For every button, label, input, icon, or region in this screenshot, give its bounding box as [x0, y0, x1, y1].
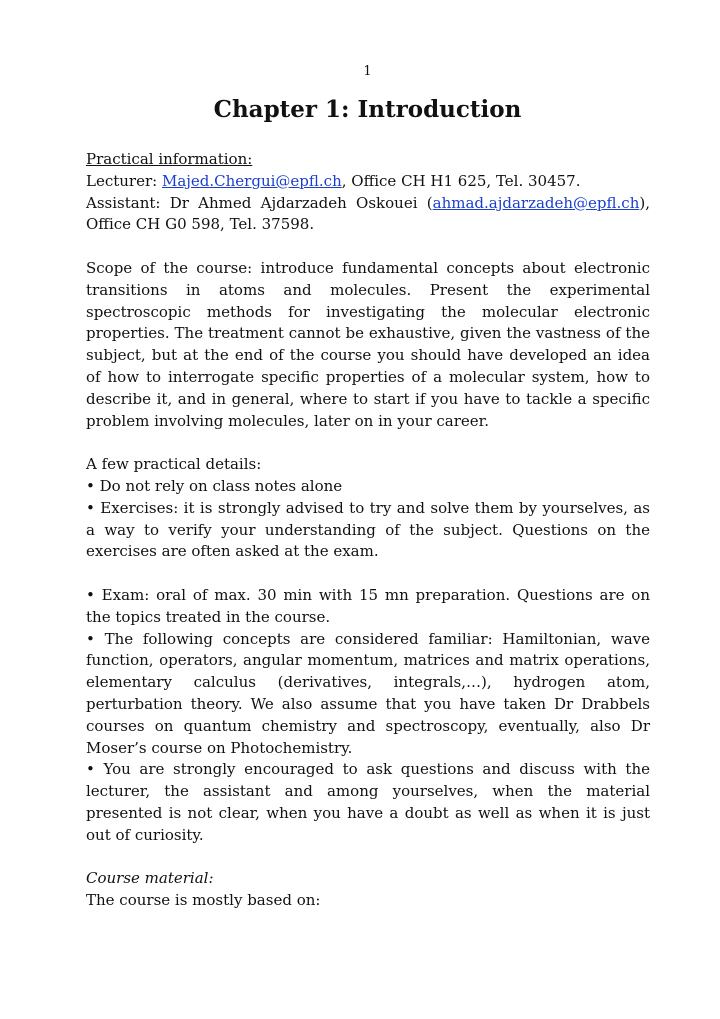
lecturer-line	[86, 171, 650, 193]
assistant-label: Assistant: Dr Ahmed Ajdarzadeh Oskouei (	[86, 193, 433, 212]
lecturer-label: Lecturer:	[86, 171, 162, 190]
bullet-prerequisites: • The following concepts are considered familiar: Hamiltonian, wave function, operators, angular momentum, matrices and matrix operations, elementary calculus (derivatives, integrals,…), hydrogen atom, perturbation theory. We also assume that you have taken Dr Drabbels courses on quantum chemistry and spectroscopy, eventually, also Dr Moser’s course on Photochemistry.	[86, 629, 650, 757]
assistant-line	[86, 193, 650, 237]
spacer	[86, 236, 650, 258]
lecturer-email-link[interactable]: Majed.Chergui@epfl.ch	[161, 171, 342, 190]
spacer	[86, 432, 650, 454]
bullet-exercises: • Exercises: it is strongly advised to try and solve them by yourselves, as a way to verify your understanding of the subject. Questions on the exercises are often asked at the exam.	[86, 498, 650, 561]
practical-info-section	[86, 149, 650, 171]
course-material-text: The course is mostly based on:	[86, 891, 321, 910]
spacer	[86, 563, 650, 585]
chapter-title: Chapter 1: Introduction	[213, 96, 522, 123]
assistant-email-link[interactable]: ahmad.ajdarzadeh@epfl.ch	[432, 193, 640, 212]
bullet-exam: • Exam: oral of max. 30 min with 15 mn preparation. Questions are on the topics treated in the course.	[86, 585, 650, 626]
details-heading: A few practical details:	[86, 455, 262, 474]
document-body	[86, 149, 650, 912]
practical-info-heading: Practical information:	[86, 150, 253, 168]
page-number: 1	[363, 64, 372, 79]
lecturer-office: , Office CH H1 625, Tel. 30457.	[341, 171, 581, 190]
scope-paragraph: Scope of the course: introduce fundamental concepts about electronic transitions in atoms and molecules. Present the experimental spectroscopic methods for investigating the molecular electronic properties. The treatment cannot be exhaustive, given the vastness of the subject, but at the end of the course you should have developed an idea of how to interrogate specific properties of a molecular system, how to describe it, and in general, where to start if you have to tackle a specific problem involving molecules, later on in your career.	[86, 258, 650, 430]
spacer	[86, 847, 650, 869]
bullet-class-notes: • Do not rely on class notes alone	[86, 476, 343, 495]
bullet-questions: • You are strongly encouraged to ask questions and discuss with the lecturer, the assistant and among yourselves, when the material presented is not clear, when you have a doubt as well as when it is just out of curiosity.	[86, 760, 650, 844]
course-material-heading: Course material:	[86, 869, 214, 888]
assistant-office: ), Office CH G0 598, Tel. 37598.	[86, 193, 650, 234]
